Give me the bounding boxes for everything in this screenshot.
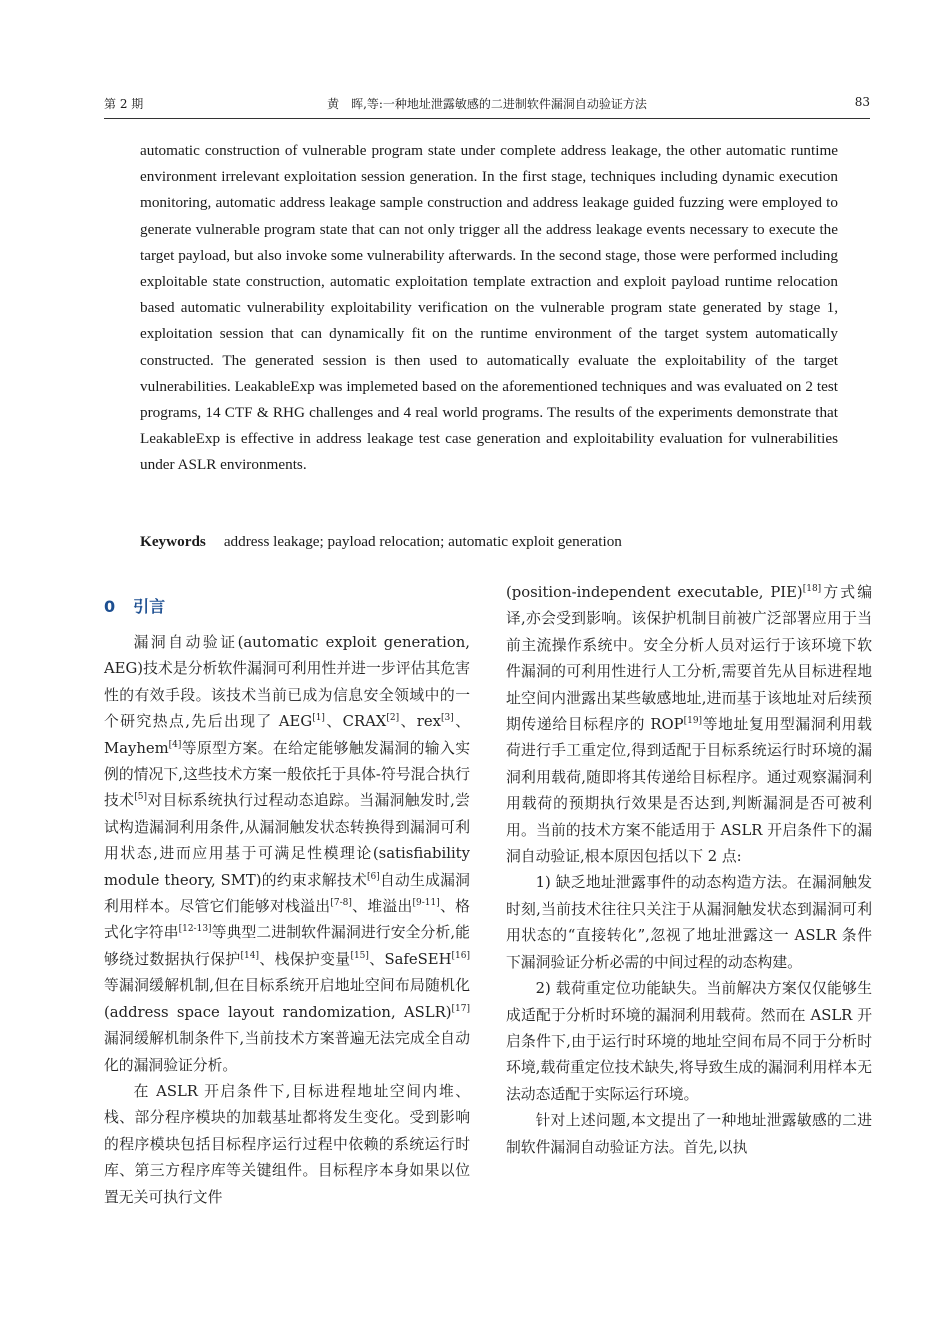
journal-issue: 第 2 期 [104,97,144,111]
text-run: 等地址复用型漏洞利用载荷进行手工重定位,得到适配于目标系统运行时环境的漏洞利用载荷,随即将其传递给目标程序。通过观察漏洞利用载荷的预期执行效果是否达到,判断漏洞是否可被利用。当前的技术方案不能适用于 ASLR 开启条件下的漏洞自动验证,根本原因包括以下 2 点: [506,716,872,866]
text-run: 方式编译,亦会受到影响。该保护机制目前被广泛部署应用于当前主流操作系统中。安全分析人员对运行于该环境下软件漏洞的可利用性进行人工分析,需要首先从目标进程地址空间内泄露出某些敏感地址,进而基于该地址对后续预期传递给目标程序的 ROP [506,584,872,734]
text-run: 、Mayhem [104,713,470,757]
text-run: 漏洞自动验证(automatic exploit generation, AEG)技术是分析软件漏洞可利用性并进一步评估其危害性的有效手段。该技术当前已成为信息安全领域中的一个研究热点,先后出现了 AEG [104,634,470,731]
citation: [5] [134,792,148,803]
text-run: 自动生成漏洞利用样本。尽管它们能够对栈溢出 [104,871,470,916]
intro-point-2: 2) 载荷重定位功能缺失。当前解决方案仅仅能够生成适配于分析时环境的漏洞利用载荷。然而在 ASLR 开启条件下,由于运行时环境的地址空间布局不同于分析时环境,载荷重定位技术缺失,将导致生成的漏洞利用样本无法动态适配于实际运行环境。 [506,980,872,1103]
running-header [104,95,870,115]
right-column [506,580,872,1161]
text-run: 、堆溢出 [351,898,413,916]
keywords-text: address leakage; payload relocation; automatic exploit generation [223,533,622,550]
text-run: 等漏洞缓解机制,但在目标系统开启地址空间布局随机化(address space layout randomization, ASLR) [104,977,470,1021]
section-heading [104,594,470,620]
section-title: 引言 [133,597,166,616]
text-run: 等原型方案。在给定能够触发漏洞的输入实例的情况下,这些技术方案一般依托于具体-符号混合执行技术 [104,739,470,810]
citation: [18] [802,584,822,594]
left-column [104,594,470,1211]
intro-paragraph-2: 在 ASLR 开启条件下,目标进程地址空间内堆、栈、部分程序模块的加载基址都将发生变化。受到影响的程序模块包括目标程序运行过程中依赖的系统运行时库、第三方程序库等关键组件。目标程序本身如果以位置无关可执行文件 [104,1082,470,1206]
citation: [9-11] [412,898,440,909]
citation: [16] [451,950,470,961]
citation: [19] [683,716,703,727]
citation: [12-13] [178,924,212,935]
intro-paragraph-4: 针对上述问题,本文提出了一种地址泄露敏感的二进制软件漏洞自动验证方法。首先,以执 [506,1112,872,1156]
citation: [2] [386,713,400,724]
text-run: 、格式化字符串 [104,898,470,942]
page-number: 83 [854,95,870,109]
header-rule [104,118,870,119]
citation: [6] [367,871,380,882]
keywords-line [140,531,838,553]
text-run: (position-independent executable, PIE) [506,584,803,601]
citation: [15] [350,950,369,961]
citation: [1] [312,713,325,724]
intro-point-1: 1) 缺乏地址泄露事件的动态构造方法。在漏洞触发时刻,当前技术往往只关注于从漏洞触发状态到漏洞可利用状态的“直接转化”,忽视了地址泄露这一 ASLR 条件下漏洞验证分析必需的中间过程的动态构建。 [506,874,872,971]
keywords-label: Keywords [140,533,206,550]
intro-paragraph-3 [506,580,872,870]
text-run: 等典型二进制软件漏洞进行安全分析,能够绕过数据执行保护 [104,924,470,968]
text-run: 漏洞缓解机制条件下,当前技术方案普遍无法完成全自动化的漏洞验证分析。 [104,1030,470,1074]
citation: [17] [451,1003,470,1014]
section-number: 0 [104,597,116,616]
citation: [4] [168,739,182,750]
text-run: 对目标系统执行过程动态追踪。当漏洞触发时,尝试构造漏洞利用条件,从漏洞触发状态转换得到漏洞可利用状态,进而应用基于可满足性模理论(satisfiability module theory, SMT)的约束求解技术 [104,792,470,889]
intro-paragraph-1 [104,630,470,1079]
running-title: 黄 晖,等:一种地址泄露敏感的二进制软件漏洞自动验证方法 [327,97,647,111]
text-run: 、栈保护变量 [259,950,351,968]
text-run: 、CRAX [324,713,387,731]
citation: [7-8] [330,898,352,909]
text-run: 、rex [399,713,441,731]
citation: [14] [240,950,260,961]
text-run: 、SafeSEH [368,950,452,968]
abstract-text: automatic construction of vulnerable program state under complete address leakage, the other automatic runtime environment irrelevant exploitation session generation. In the first stage, techniques including dynamic execution monitoring, automatic address leakage sample construction and address leakage guided fuzzing were employed to generate vulnerable program state that can not only trigger all the address leakage events necessary to execute the target payload, but also invoke some vulnerability afterwards. In the second stage, those were performed including exploitable state construction, automatic exploitation template extraction and exploit payload runtime relocation based automatic vulnerability exploitability verification on the vulnerable program state generated by stage 1, exploitation session that can dynamically fit on the runtime environment of the target system automatically constructed. The generated session is then used to automatically evaluate the exploitability of the target vulnerabilities. LeakableExp was implemeted based on the aforementioned techniques and was evaluated on 2 test programs, 14 CTF & RHG challenges and 4 real world programs. The results of the experiments demonstrate that LeakableExp is effective in address leakage test case generation and exploitability evaluation for vulnerabilities under ASLR environments. [140,142,838,474]
citation: [3] [440,713,454,724]
english-abstract [140,138,838,479]
